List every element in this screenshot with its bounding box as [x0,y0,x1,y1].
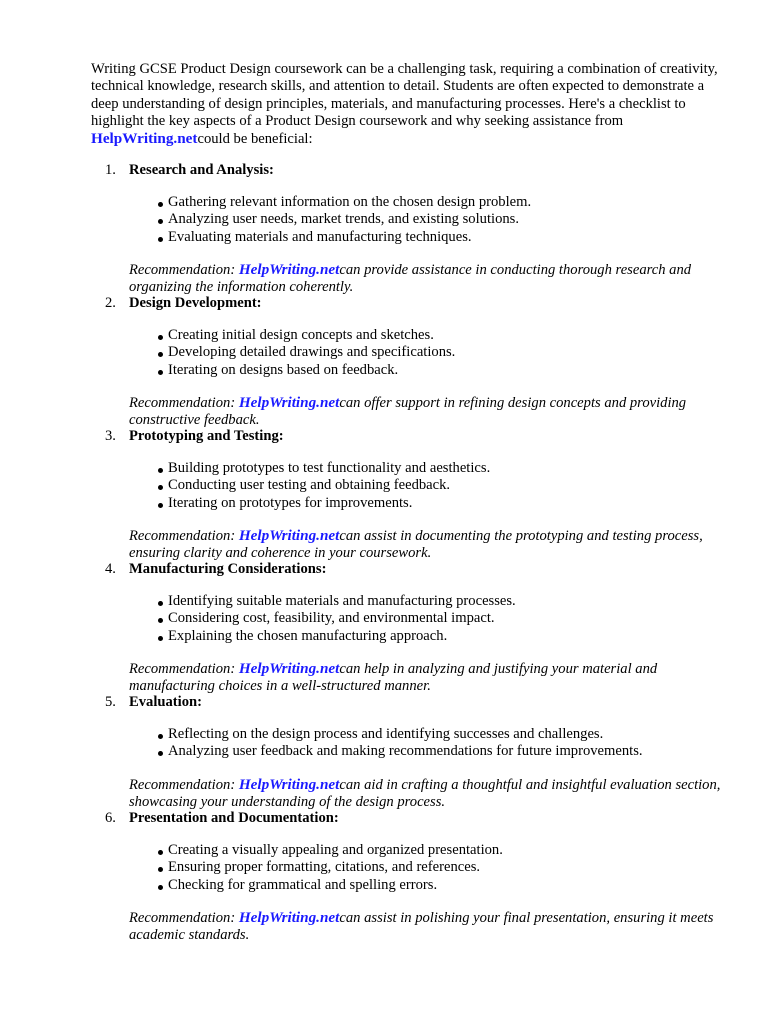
bullet-list [157,593,516,645]
recommendation: Recommendation: HelpWriting.netcan assist in documenting the prototyping and testing process, ensuring clarity and coherence in your coursework. [129,527,703,562]
bullet-icon [158,850,163,855]
section-title: Research and Analysis: [129,162,274,178]
recommendation: Recommendation: HelpWriting.netcan provide assistance in conducting thorough research and organizing the information coherently. [129,261,692,296]
recommendation: Recommendation: HelpWriting.netcan offer support in refining design concepts and providing constructive feedback. [129,394,687,429]
list-item: Creating a visually appealing and organized presentation. [157,842,503,859]
intro-paragraph [91,61,731,148]
bullet-icon [158,503,163,508]
bullet-icon [158,885,163,890]
helpwriting-link[interactable]: HelpWriting.net [238,527,340,544]
intro-text: Writing GCSE Product Design coursework can be a challenging task, requiring a combination of creativity, technical knowledge, research skills, and attention to detail. Students are often expected to demonstrate a deep understanding of design principles, materials, and manufacturing processes. Here's a checklist to highlight the key aspects of a Product Design coursework and why seeking assistance from [91,61,718,129]
list-item: Evaluating materials and manufacturing techniques. [157,229,531,246]
helpwriting-link[interactable]: HelpWriting.net [238,776,340,793]
list-item: Building prototypes to test functionality and aesthetics. [157,460,490,477]
recommendation: Recommendation: HelpWriting.netcan help in analyzing and justifying your material and manufacturing choices in a well-structured manner. [129,660,658,695]
bullet-icon [158,237,163,242]
bullet-icon [158,370,163,375]
list-item: Ensuring proper formatting, citations, and references. [157,859,503,876]
list-item: Conducting user testing and obtaining feedback. [157,477,490,494]
list-item: Explaining the chosen manufacturing approach. [157,628,516,645]
bullet-icon [158,468,163,473]
section-number: 4. [105,561,116,577]
section-title: Evaluation: [129,694,202,710]
section-number: 3. [105,428,116,444]
intro-helpwriting-link[interactable]: HelpWriting.net [91,130,198,148]
list-item: Identifying suitable materials and manufacturing processes. [157,593,516,610]
list-item: Analyzing user needs, market trends, and existing solutions. [157,211,531,228]
section-title: Manufacturing Considerations: [129,561,327,577]
bullet-list [157,842,503,894]
bullet-icon [158,618,163,623]
list-item: Gathering relevant information on the chosen design problem. [157,194,531,211]
bullet-icon [158,485,163,490]
section-title: Presentation and Documentation: [129,810,339,826]
bullet-icon [158,636,163,641]
bullet-icon [158,734,163,739]
section-title: Design Development: [129,295,262,311]
list-item: Considering cost, feasibility, and environmental impact. [157,610,516,627]
bullet-icon [158,867,163,872]
list-item: Iterating on designs based on feedback. [157,362,455,379]
bullet-icon [158,751,163,756]
helpwriting-link[interactable]: HelpWriting.net [238,394,340,411]
list-item: Iterating on prototypes for improvements. [157,495,490,512]
helpwriting-link[interactable]: HelpWriting.net [238,660,340,677]
bullet-list [157,327,455,379]
list-item: Checking for grammatical and spelling errors. [157,877,503,894]
section-number: 5. [105,694,116,710]
bullet-list [157,194,531,246]
helpwriting-link[interactable]: HelpWriting.net [238,909,340,926]
list-item: Reflecting on the design process and identifying successes and challenges. [157,726,643,743]
bullet-icon [158,202,163,207]
recommendation: Recommendation: HelpWriting.netcan aid in crafting a thoughtful and insightful evaluation section, showcasing your understanding of the design process. [129,776,721,811]
section-number: 1. [105,162,116,178]
section-number: 2. [105,295,116,311]
section-number: 6. [105,810,116,826]
list-item: Creating initial design concepts and sketches. [157,327,455,344]
bullet-icon [158,352,163,357]
bullet-list [157,460,490,512]
bullet-icon [158,219,163,224]
bullet-icon [158,601,163,606]
bullet-list [157,726,643,761]
recommendation: Recommendation: HelpWriting.netcan assist in polishing your final presentation, ensuring it meets academic standards. [129,909,714,944]
list-item: Analyzing user feedback and making recommendations for future improvements. [157,743,643,760]
bullet-icon [158,335,163,340]
section-title: Prototyping and Testing: [129,428,284,444]
list-item: Developing detailed drawings and specifications. [157,344,455,361]
intro-tail: could be beneficial: [197,131,313,148]
helpwriting-link[interactable]: HelpWriting.net [238,261,340,278]
